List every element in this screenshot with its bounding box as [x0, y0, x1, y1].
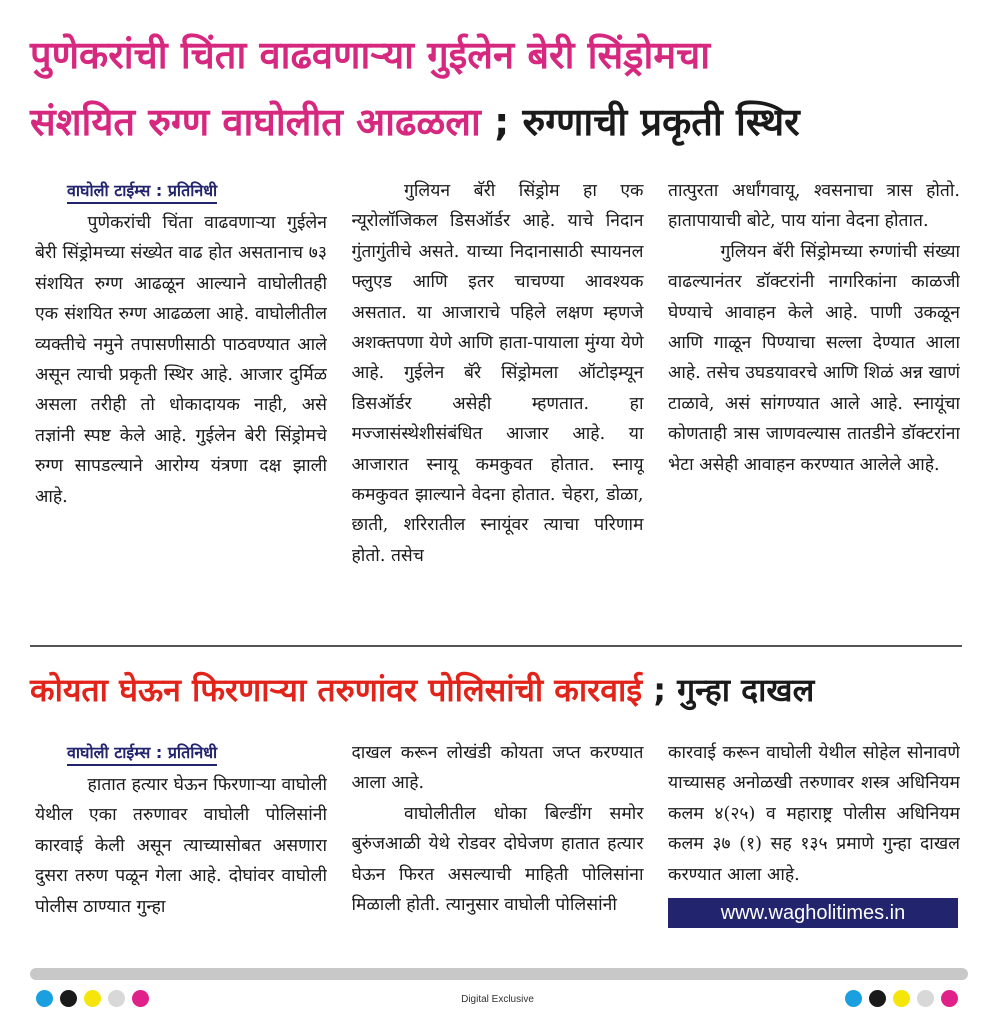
story1-col2-text: गुलियन बॅरी सिंड्रोम हा एक न्यूरोलॉजिकल डिसऑर्डर आहे. याचे निदान गुंतागुंतीचे असते. याच्या निदानासाठी स्पायनल फ्लुएड आणि इतर चाचण्या आवश्यक असतात. या आजाराचे पहिले लक्षण म्हणजे अशक्तपणा येणे आणि हाता-पायाला मुंग्या येणे आहे. गुईलेन बॅरे सिंड्रोमला ऑटोइम्यून डिसऑर्डर असेही म्हणतात. हा मज्जासंस्थेशीसंबंधित आजार आहे. या आजारात स्नायू कमकुवत होतात. स्नायू कमकुवत झाल्याने वेदना होतात. चेहरा, डोळा, छाती, शरिरातील स्नायूंवर त्याचा परिणाम होतो. तसेच — [351, 181, 644, 566]
headline-story1-line2 — [30, 100, 965, 144]
headline-story1-tail: ; रुग्णाची प्रकृती स्थिर — [480, 100, 800, 144]
story1-col1-text: पुणेकरांची चिंता वाढवणाऱ्या गुईलेन बेरी सिंड्रोमच्या संख्येत वाढ होत असतानाच ७३ संशयित रुग्ण आढळून आल्याने वाघोलीतही एक संशयित रुग्ण आढळला आहे. वाघोलीतील व्यक्तीचे नमुने तपासणीसाठी पाठवण्यात आले असून त्याची प्रकृती स्थिर आहे. आजार दुर्मिळ असला तरीही तो धोकादायक नाही, असे तज्ञांनी स्पष्ट केले आहे. गुईलेन बेरी सिंड्रोमचे रुग्ण सापडल्याने आरोग्य यंत्रणा दक्ष झाली आहे. — [35, 213, 327, 507]
headline-story2-main: कोयता घेऊन फिरणाऱ्या तरुणांवर पोलिसांची कारवाई — [30, 671, 643, 709]
color-dot-black — [869, 990, 886, 1007]
color-dot-yellow — [893, 990, 910, 1007]
story2-col2-para1: दाखल करून लोखंडी कोयता जप्त करण्यात आला आहे. — [351, 743, 644, 794]
story2-col3-text: कारवाई करून वाघोली येथील सोहेल सोनावणे याच्यासह अनोळखी तरुणावर शस्त्र अधिनियम कलम ४(२५) व महाराष्ट्र पोलीस अधिनियम कलम ३७ (१) सह १३५ प्रमाणे गुन्हा दाखल करण्यात आला आहे. — [668, 743, 960, 885]
color-dot-gray — [917, 990, 934, 1007]
story2-column-3 — [668, 738, 960, 960]
website-url-banner[interactable]: www.wagholitimes.in — [668, 898, 958, 928]
story1-col3-para2: गुलियन बॅरी सिंड्रोमच्या रुग्णांची संख्या वाढल्यानंतर डॉक्टरांनी नागरिकांना काळजी घेण्याचे आवाहन केले आहे. पाणी उकळून आणि गाळून पिण्याचा सल्ला देण्यात आला आहे. तसेच उघडयावरचे आणि शिळं अन्न खाणं टाळावे, असं सांगण्यात आले आहे. स्नायूंचा कोणताही त्रास जाणवल्यास तातडीने डॉक्टरांना भेटा असेही आवाहन करण्यात आलेले आहे. — [668, 241, 960, 475]
headline-story1-line1: पुणेकरांची चिंता वाढवणाऱ्या गुईलेन बेरी सिंड्रोमचा — [30, 33, 711, 77]
section-divider — [30, 645, 962, 647]
color-dot-cyan — [845, 990, 862, 1007]
story1-byline: वाघोली टाईम्स : प्रतिनिधी — [67, 180, 217, 204]
story1-col3-para1: तात्पुरता अर्धांगवायू, श्वसनाचा त्रास होतो. हातापायाची बोटे, पाय यांना वेदना होतात. — [668, 181, 960, 232]
article-story1 — [35, 176, 960, 630]
story1-column-2 — [352, 176, 644, 630]
story2-byline: वाघोली टाईम्स : प्रतिनिधी — [67, 742, 217, 766]
footer-bar — [30, 968, 968, 980]
article-story2 — [35, 738, 960, 960]
story2-col2-para2: वाघोलीतील धोका बिल्डींग समोर बुरुंजआळी येथे रोडवर दोघेजण हातात हत्यार घेऊन फिरत असल्याची माहिती पोलिसांना मिळाली होती. त्यानुसार वाघोली पोलिसांनी — [351, 803, 644, 916]
story2-column-1 — [35, 738, 327, 960]
footer-label: Digital Exclusive — [461, 994, 534, 1005]
story1-column-1 — [35, 176, 327, 630]
story1-column-3 — [668, 176, 960, 630]
color-dots-right — [845, 990, 958, 1007]
headline-story2-tail: ; गुन्हा दाखल — [642, 671, 815, 709]
headline-story1-main: संशयित रुग्ण वाघोलीत आढळला — [30, 100, 481, 144]
color-dot-magenta — [941, 990, 958, 1007]
story2-column-2 — [352, 738, 644, 960]
story2-col1-text: हातात हत्यार घेऊन फिरणाऱ्या वाघोली येथील एका तरुणावर वाघोली पोलिसांनी कारवाई केली असून त्याच्यासोबत असणारा दुसरा तरुण पळून गेला आहे. दोघांवर वाघोली पोलीस ठाण्यात गुन्हा — [35, 775, 327, 917]
headline-story2 — [30, 671, 965, 709]
